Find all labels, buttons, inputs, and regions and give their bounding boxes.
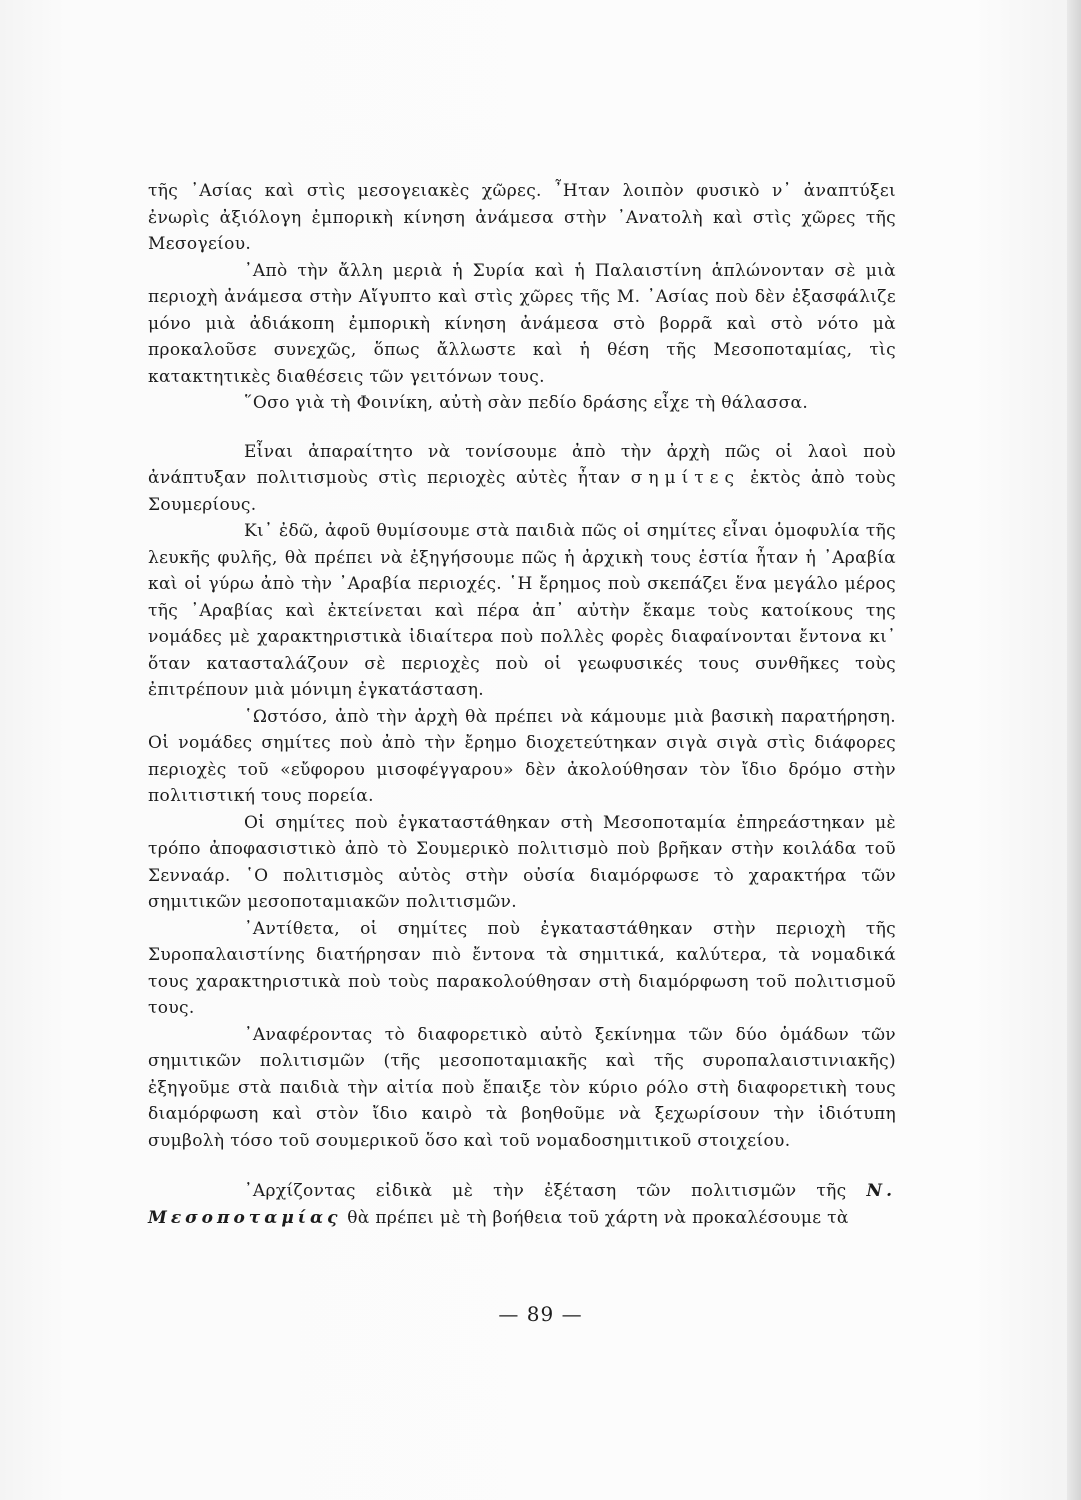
page-edge-shadow [1067,0,1081,1500]
paragraph-1: τῆς ᾿Ασίας καὶ στὶς μεσογειακὲς χῶρες. ῏Ηταν λοιπὸν φυσικὸ ν᾿ ἀναπτύξει ἐνωρὶς ἀξιόλογη ἐμπορικὴ κίνηση ἀνάμεσα στὴν ᾿Ανατολὴ καὶ στὶς χῶρες τῆς Μεσογείου. [148,181,896,254]
paragraph-2: ᾿Απὸ τὴν ἄλλη μεριὰ ἡ Συρία καὶ ἡ Παλαιστίνη ἁπλώνονταν σὲ μιὰ περιοχὴ ἀνάμεσα στὴν Αἴγυπτο καὶ στὶς χῶρες τῆς Μ. ᾿Ασίας ποὺ δὲν ἐξασφάλιζε μόνο μιὰ ἀδιάκοπη ἐμπορικὴ κίνηση ἀνάμεσα στὸ βορρᾶ καὶ στὸ νότο μὰ προκαλοῦσε συνεχῶς, ὅπως ἄλλωστε καὶ ἡ θέση τῆς Μεσοποταμίας, τὶς κατακτητικὲς διαθέσεις τῶν γειτόνων τους. [148,260,896,387]
body-text [148,178,896,1231]
paragraph-4 [148,439,896,519]
paragraph-5: Κι᾿ ἐδῶ, ἀφοῦ θυμίσουμε στὰ παιδιὰ πῶς οἱ σημίτες εἶναι ὁμοφυλία τῆς λευκῆς φυλῆς, θὰ πρέπει νὰ ἐξηγήσουμε πῶς ἡ ἀρχικὴ τους ἑστία ἦταν ἡ ᾿Αραβία καὶ οἱ γύρω ἀπὸ τὴν ᾿Αραβία περιοχές. ῾Η ἔρημος ποὺ σκεπάζει ἕνα μεγάλο μέρος τῆς ᾿Αραβίας καὶ ἐκτείνεται καὶ πέρα ἀπ᾿ αὐτὴν ἔκαμε τοὺς κατοίκους της νομάδες μὲ χαρακτηριστικὰ ἰδιαίτερα ποὺ πολλὲς φορὲς διαφαίνονται ἔντονα κι᾿ ὅταν κατασταλάζουν σὲ περιοχὲς ποὺ οἱ γεωφυσικές τους συνθῆκες τοὺς ἐπιτρέπουν μιὰ μόνιμη ἐγκατάσταση. [148,521,896,700]
paragraph-10-text-a: ᾿Αρχίζοντας εἰδικὰ μὲ τὴν ἐξέταση τῶν πολιτισμῶν τῆς [244,1181,847,1201]
paragraph-9: ᾿Αναφέροντας τὸ διαφορετικὸ αὐτὸ ξεκίνημα τῶν δύο ὁμάδων τῶν σημιτικῶν πολιτισμῶν (τῆς μεσοποταμιακῆς καὶ τῆς συροπαλαιστινιακῆς) ἐξηγοῦμε στὰ παιδιὰ τὴν αἰτία ποὺ ἔπαιξε τὸν κύριο ρόλο στὴ διαφορετικὴ τους διαμόρφωση καὶ στὸν ἴδιο καιρὸ τὰ βοηθοῦμε νὰ ξεχωρίσουν τὴν ἰδιότυπη συμβολὴ τόσο τοῦ σουμερικοῦ ὅσο καὶ τοῦ νομαδοσημιτικοῦ στοιχείου. [148,1024,896,1151]
paragraph-6: ῾Ωστόσο, ἀπὸ τὴν ἀρχὴ θὰ πρέπει νὰ κάμουμε μιὰ βασικὴ παρατήρηση. Οἱ νομάδες σημίτες ποὺ ἀπὸ τὴν ἔρημο διοχετεύτηκαν σιγὰ σιγὰ στὶς διάφορες περιοχὲς τοῦ «εὔφορου μισοφέγγαρου» δὲν ἀκολούθησαν τὸν ἴδιο δρόμο στὴν πολιτιστική τους πορεία. [148,706,896,806]
emphasis-semites: σημίτες [630,468,740,488]
paragraph-4-text-c: ἐκτὸς ἀπὸ τοὺς Σουμερίους. [148,468,897,515]
paragraph-4-text-a: Εἶναι ἀπαραίτητο νὰ τονίσουμε ἀπὸ τὴν ἀρχὴ πῶς οἱ λαοὶ ποὺ ἀνάπτυξαν πολιτισμοὺς στὶς περιοχὲς αὐτὲς ἦταν [148,441,896,488]
paragraph-3: ῞Οσο γιὰ τὴ Φοινίκη, αὐτὴ σὰν πεδίο δράσης εἶχε τὴ θάλασσα. [244,393,809,413]
paragraph-10-text-c: θὰ πρέπει μὲ τὴ βοήθεια τοῦ χάρτη νὰ προκαλέσουμε τὰ [347,1207,849,1228]
emphasis-mesopotamia: Ν. Μεσοποταμίας [148,1181,896,1228]
paragraph-7: Οἱ σημίτες ποὺ ἐγκαταστάθηκαν στὴ Μεσοποταμία ἐπηρεάστηκαν μὲ τρόπο ἀποφασιστικὸ ἀπὸ τὸ Σουμερικὸ πολιτισμὸ ποὺ βρῆκαν στὴν κοιλάδα τοῦ Σενναάρ. ῾Ο πολιτισμὸς αὐτὸς στὴν οὐσία διαμόρφωσε τὸ χαρακτήρα τῶν σημιτικῶν μεσοποταμιακῶν πολιτισμῶν. [148,812,896,912]
paragraph-8: ᾿Αντίθετα, οἱ σημίτες ποὺ ἐγκαταστάθηκαν στὴν περιοχὴ τῆς Συροπαλαιστίνης διατήρησαν πιὸ ἔντονα τὰ σημιτικά, καλύτερα, τὰ νομαδικά τους χαρακτηριστικὰ ποὺ τοὺς παρακολούθησαν στὴ διαμόρφωση τοῦ πολιτισμοῦ τους. [148,918,896,1018]
paragraph-10 [148,1178,896,1231]
page-number: — 89 — [498,1302,583,1326]
